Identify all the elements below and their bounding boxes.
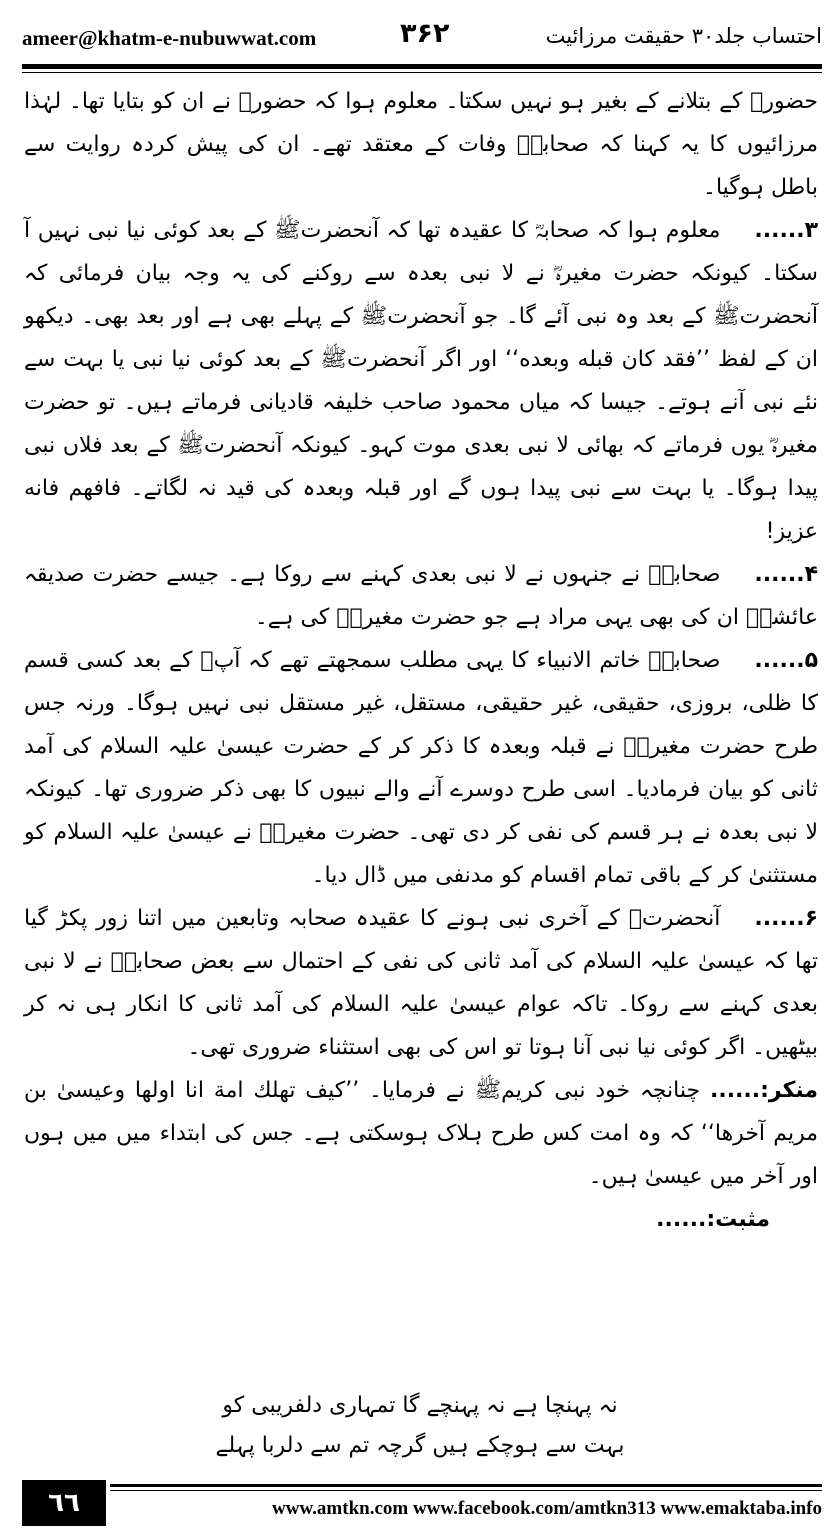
page-footer <box>22 1480 822 1530</box>
paragraph-1: حضورﷺ کے بتلانے کے بغیر ہو نہیں سکتا۔ معلوم ہوا کہ حضورﷺ نے ان کو بتایا تھا۔ لہٰذا مرزائیوں کا یہ کہنا کہ صحابہؓ وفات کے معتقد تھے۔ ان کی پیش کردہ روایت سے باطل ہوگیا۔ <box>24 89 818 200</box>
paragraph-6-number: ۶...... <box>754 906 818 931</box>
poem-line-2: بہت سے ہوچکے ہیں گرچہ تم سے دلربا پہلے <box>215 1433 625 1458</box>
poem-line-1: نہ پہنچا ہے نہ پہنچے گا تمہاری دلفریبی کو <box>222 1393 618 1418</box>
footer-rule-thick <box>110 1484 822 1487</box>
paragraph-6 <box>24 897 818 1069</box>
paragraph-5-text: صحابہؓ خاتم الانبیاء کا یہی مطلب سمجھتے تھے کہ آپؐ کے بعد کسی قسم کا ظلی، بروزی، حقیقی، غیر حقیقی، مستقل، غیر مستقل نبی نہیں ہوگا۔ ورنہ جس طرح حضرت مغیرہؓ نے قبلہ وبعدہ کا ذکر کر کے حضرت عیسیٰ علیہ السلام کی آمد ثانی کو بیان فرمادیا۔ اسی طرح دوسرے آنے والے نبیوں کا بھی ذکر ضروری تھا۔ کیونکہ لا نبی بعدہ نے ہر قسم کی نفی کر دی تھی۔ حضرت مغیرہؓ نے عیسیٰ علیہ السلام کو مستثنیٰ کر کے باقی تمام اقسام کو مدنفی میں ڈال دیا۔ <box>24 648 818 888</box>
poem <box>0 1386 840 1466</box>
header-rule-thick <box>22 64 822 69</box>
page-header <box>22 18 822 62</box>
muthbit-label: مثبت:...... <box>656 1207 770 1232</box>
paragraph-4-number: ۴...... <box>754 562 818 587</box>
paragraph-5-number: ۵...... <box>754 648 818 673</box>
footer-page-number: ٦٦ <box>22 1480 106 1526</box>
paragraph-3-number: ۳...... <box>754 218 818 243</box>
footer-rule-thin <box>110 1490 822 1491</box>
paragraph-6-text: آنحضرتﷺ کے آخری نبی ہونے کا عقیدہ صحابہ وتابعین میں اتنا زور پکڑ گیا تھا کہ عیسیٰ علیہ السلام کی آمد ثانی کی نفی کے احتمال سے بعض صحابہؓ نے لا نبی بعدی کہنے سے روکا۔ تاکہ عوام عیسیٰ علیہ السلام کی آمد ثانی کا انکار ہی نہ کر بیٹھیں۔ اگر کوئی نیا نبی آنا ہوتا تو اس کی بھی استثناء ضروری تھی۔ <box>24 906 818 1060</box>
paragraph-3-text: معلوم ہوا کہ صحابہؓ کا عقیدہ تھا کہ آنحضرتﷺ کے بعد کوئی نیا نبی نہیں آ سکتا۔ کیونکہ حضرت مغیرہؓ نے لا نبی بعدہ سے روکنے کی یہ وجہ بیان فرمائی کہ آنحضرتﷺ کے بعد وہ نبی آئے گا۔ جو آنحضرتﷺ کے پہلے بھی ہے اور بعد بھی۔ دیکھو ان کے لفظ ’’فقد کان قبله وبعده‘‘ اور اگر آنحضرتﷺ کے بعد کوئی نیا نبی یا بہت سے نئے نبی آنے ہوتے۔ جیسا کہ میاں محمود صاحب خلیفہ قادیانی فرماتے ہیں۔ تو حضرت مغیرہؓ یوں فرماتے کہ بھائی لا نبی بعدی موت کہو۔ کیونکہ آنحضرتﷺ کے بعد فلاں نبی پیدا ہوگا۔ یا بہت سے نبی پیدا ہوں گے اور قبلہ وبعدہ کی قید نہ لگاتے۔ فافهم فانه عزیز! <box>24 218 818 544</box>
paragraph-4 <box>24 553 818 639</box>
header-email: ameer@khatm-e-nubuwwat.com <box>22 26 317 50</box>
header-title: احتساب جلد۳۰ حقیقت مرزائیت <box>545 24 822 48</box>
header-rule-thin <box>22 72 822 73</box>
footer-links: www.amtkn.com www.facebook.com/amtkn313 www.emaktaba.info <box>272 1498 822 1519</box>
munkir-text: چنانچہ خود نبی کریمﷺ نے فرمایا۔ ’’کیف تهلك امة انا اولها وعیسیٰ بن مریم آخرها‘‘ کہ وہ امت کس طرح ہلاک ہوسکتی ہے۔ جس کی ابتداء میں میں ہوں اور آخر میں عیسیٰ ہیں۔ <box>24 1078 818 1189</box>
muthbit-paragraph <box>24 1198 818 1241</box>
page-body <box>24 80 818 1241</box>
paragraph-5 <box>24 639 818 897</box>
header-page-number: ۳۶۲ <box>400 18 450 49</box>
paragraph-3 <box>24 209 818 553</box>
munkir-paragraph <box>24 1069 818 1198</box>
munkir-label: منکر:...... <box>709 1078 819 1103</box>
paragraph-4-text: صحابہؓ نے جنہوں نے لا نبی بعدی کہنے سے روکا ہے۔ جیسے حضرت صدیقہ عائشہؓ ان کی بھی یہی مراد ہے جو حضرت مغیرہؓ کی ہے۔ <box>24 562 818 630</box>
